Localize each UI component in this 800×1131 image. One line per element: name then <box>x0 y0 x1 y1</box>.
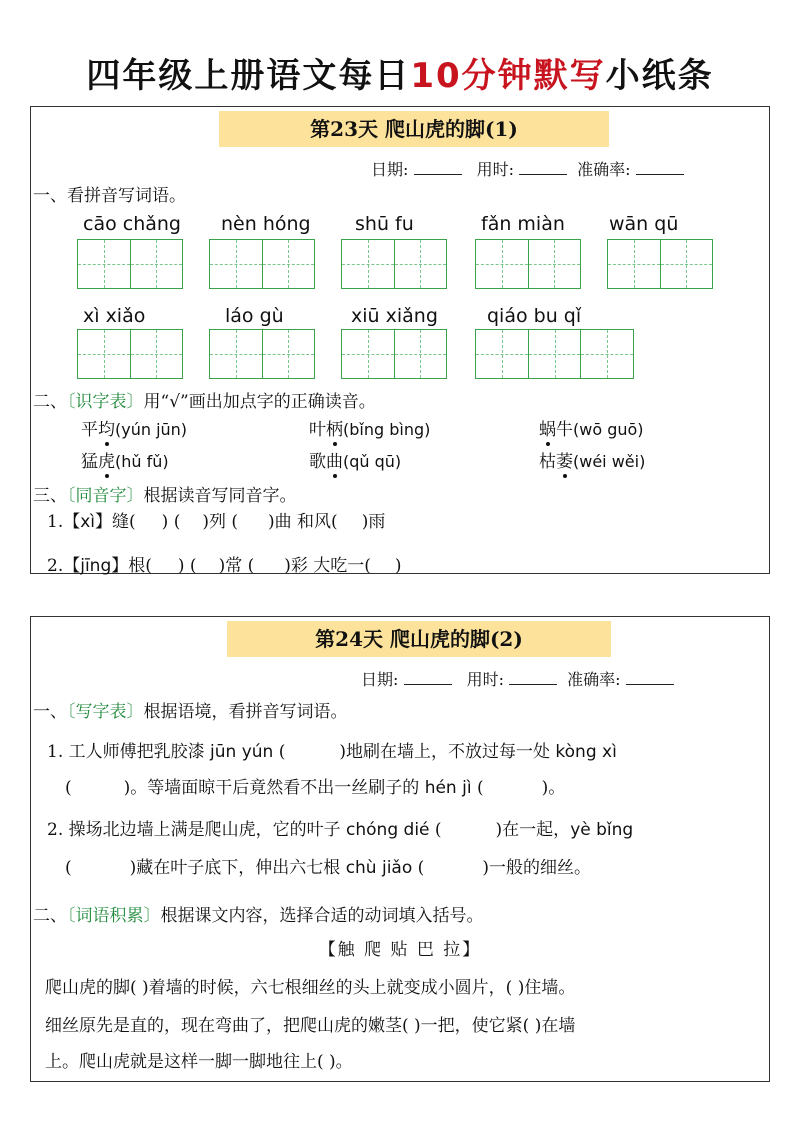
word-bank: 【触 爬 贴 巴 拉】 <box>318 940 482 960</box>
pronunciation-item[interactable]: 歌曲(qǔ qū) <box>309 447 401 472</box>
day24-section1-title: 一、〔写字表〕根据语境，看拼音写词语。 <box>33 702 348 722</box>
pinyin-label: xiū xiǎng <box>351 305 438 327</box>
pronunciation-item[interactable]: 叶柄(bǐng bìng) <box>309 415 430 440</box>
pronunciation-item[interactable]: 蜗牛(wō guō) <box>539 415 644 440</box>
pinyin-label: qiáo bu qǐ <box>487 305 582 327</box>
pinyin-label: wān qū <box>609 213 679 235</box>
pronunciation-item[interactable]: 猛虎(hǔ fǔ) <box>81 447 169 472</box>
pinyin-label: xì xiǎo <box>83 305 146 327</box>
writing-grid[interactable] <box>341 329 447 379</box>
writing-grid[interactable] <box>209 329 315 379</box>
date-blank[interactable] <box>404 670 452 685</box>
page-title: 四年级上册语文每日10分钟默写小纸条 <box>86 56 714 96</box>
pinyin-label: cāo chǎng <box>83 213 181 235</box>
day24-banner: 第24天 爬山虎的脚(2) <box>227 621 611 657</box>
context-question-1-line2[interactable]: ( )。等墙面晾干后竟然看不出一丝刷子的 hén jì ( )。 <box>65 778 566 798</box>
fill-paragraph-line1[interactable]: 爬山虎的脚( )着墙的时候，六七根细丝的头上就变成小圆片，( )住墙。 <box>45 978 576 998</box>
homophone-question-1[interactable]: 1.【xì】缝( ) ( )列 ( )曲 和风( )雨 <box>47 512 386 532</box>
writing-grid[interactable] <box>209 239 315 289</box>
day24-section2-title: 二、〔词语积累〕根据课文内容，选择合适的动词填入括号。 <box>33 906 484 926</box>
day24-meta: 日期: 用时: 准确率: <box>361 667 684 690</box>
writing-grid[interactable] <box>607 239 713 289</box>
day23-meta: 日期: 用时: 准确率: <box>371 157 694 180</box>
context-question-2-line2[interactable]: ( )藏在叶子底下，伸出六七根 chù jiǎo ( )一般的细丝。 <box>65 858 591 878</box>
writing-grid[interactable] <box>341 239 447 289</box>
context-question-1-line1[interactable]: 1. 工人师傅把乳胶漆 jūn yún ( )地刷在墙上，不放过每一处 kòng xì <box>47 742 617 762</box>
pinyin-label: nèn hóng <box>221 213 311 235</box>
pronunciation-item[interactable]: 枯萎(wéi wěi) <box>539 447 645 472</box>
writing-grid[interactable] <box>77 329 183 379</box>
homophone-question-2[interactable]: 2.【jīng】根( ) ( )常 ( )彩 大吃一( ) <box>47 556 402 576</box>
pinyin-label: láo gù <box>225 305 284 327</box>
pinyin-label: fǎn miàn <box>481 213 565 235</box>
day23-section2-title: 二、〔识字表〕用“√”画出加点字的正确读音。 <box>33 392 376 412</box>
date-blank[interactable] <box>414 160 462 175</box>
pinyin-label: shū fu <box>355 213 414 235</box>
pronunciation-item[interactable]: 平均(yún jūn) <box>81 415 187 440</box>
fill-paragraph-line2[interactable]: 细丝原先是直的，现在弯曲了，把爬山虎的嫩茎( )一把，使它紧( )在墙 <box>45 1016 576 1036</box>
writing-grid[interactable] <box>475 329 634 379</box>
day23-section3-title: 三、〔同音字〕根据读音写同音字。 <box>33 486 297 506</box>
worksheet-day24 <box>30 616 770 1082</box>
day23-section1-title: 一、看拼音写词语。 <box>33 186 186 206</box>
day23-banner: 第23天 爬山虎的脚(1) <box>219 111 609 147</box>
time-blank[interactable] <box>509 670 557 685</box>
time-blank[interactable] <box>519 160 567 175</box>
writing-grid[interactable] <box>77 239 183 289</box>
writing-grid[interactable] <box>475 239 581 289</box>
accuracy-blank[interactable] <box>626 670 674 685</box>
fill-paragraph-line3[interactable]: 上。爬山虎就是这样一脚一脚地往上( )。 <box>45 1052 353 1072</box>
accuracy-blank[interactable] <box>636 160 684 175</box>
worksheet-day23 <box>30 106 770 574</box>
context-question-2-line1[interactable]: 2. 操场北边墙上满是爬山虎，它的叶子 chóng dié ( )在一起，yè bǐng <box>47 820 634 840</box>
